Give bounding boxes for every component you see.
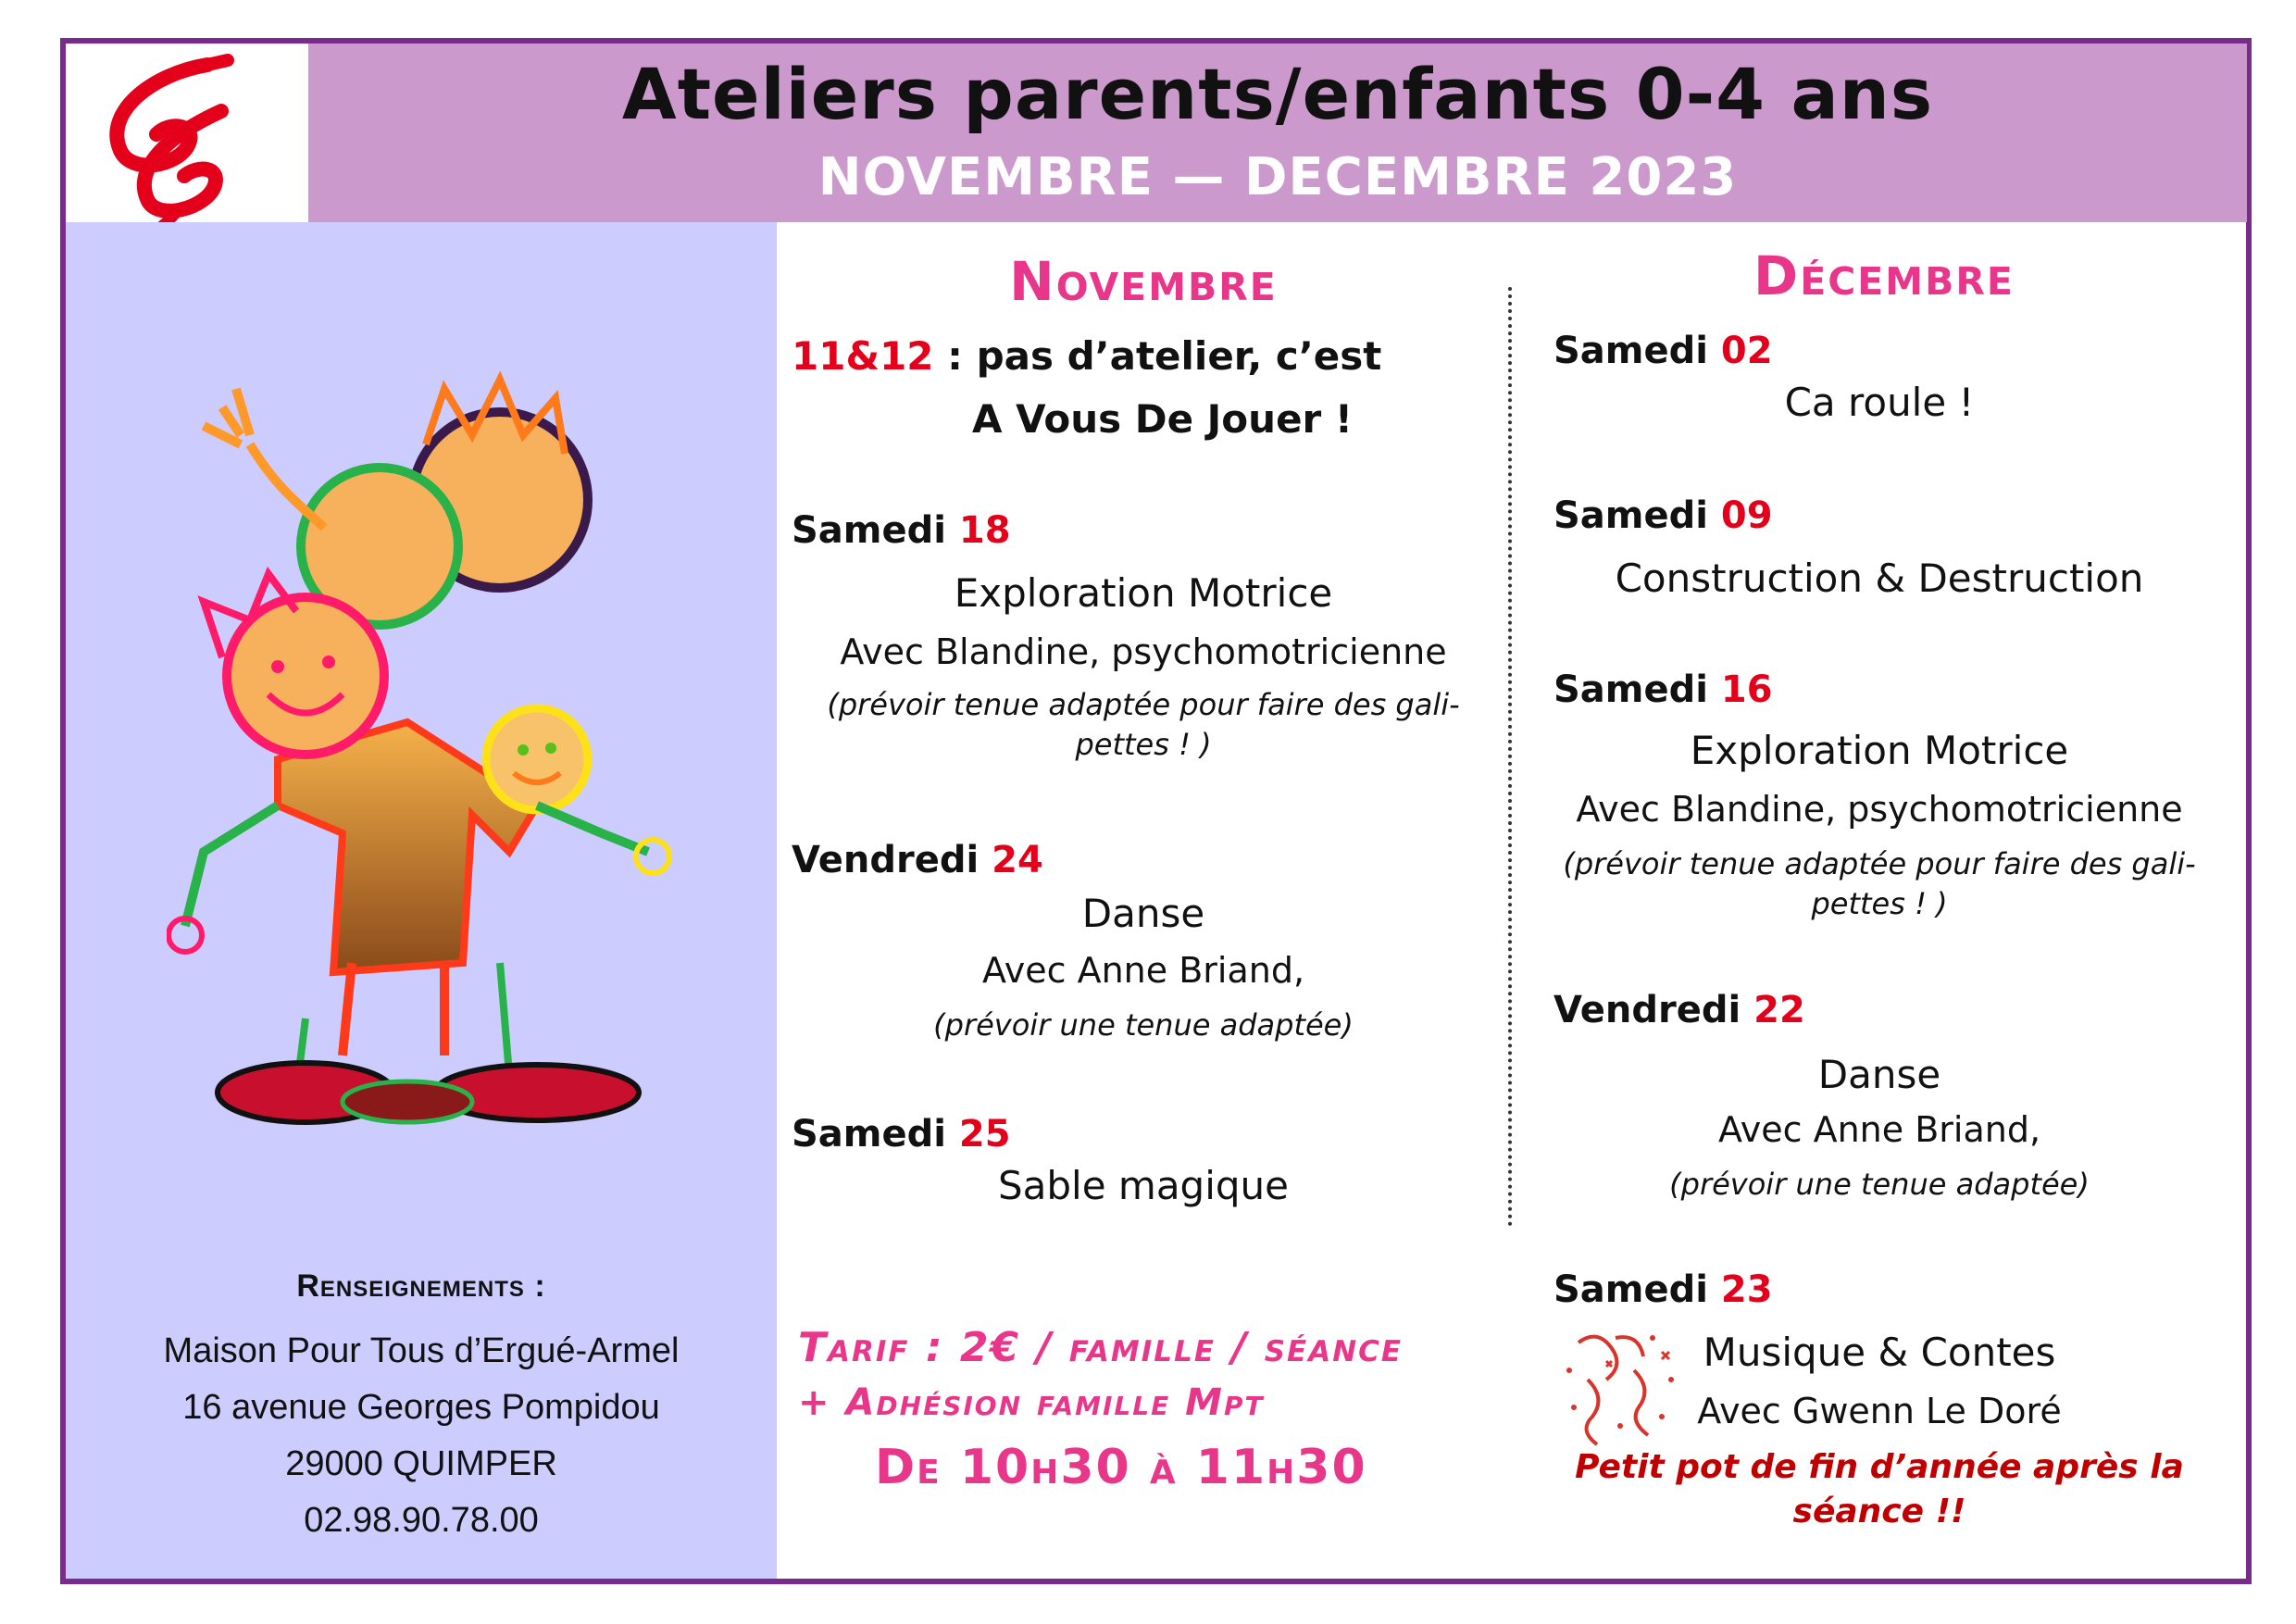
november-session-2-day: Vendredi [792, 839, 980, 881]
contact-block [66, 1268, 777, 1549]
pricing-line2: + Adhésion famille Mpt [798, 1381, 1265, 1424]
december-session-4-note1: (prévoir une tenue adaptée) [1669, 1167, 2090, 1202]
december-session-2-day: Samedi [1554, 494, 1708, 537]
december-session-1-num: 02 [1720, 330, 1773, 372]
contact-name: Maison Pour Tous d’Ergué-Armel [163, 1331, 680, 1370]
december-session-2-activity: Construction & Destruction [1615, 556, 2144, 601]
december-session-1-day: Samedi [1554, 330, 1708, 372]
november-session-1-note1: (prévoir tenue adaptée pour faire des gali- [827, 687, 1460, 722]
contact-heading: Renseignements : [296, 1268, 546, 1304]
november-intro-line1 [792, 333, 1381, 379]
contact-street: 16 avenue Georges Pompidou [182, 1388, 660, 1427]
column-divider [1508, 287, 1512, 1227]
december-session-3-note2: pettes ! ) [1811, 886, 1948, 921]
november-title: Novembre [1009, 250, 1278, 313]
pricing-line3: De 10h30 à 11h30 [875, 1440, 1367, 1495]
header-banner [308, 44, 2247, 222]
november-session-2-note1: (prévoir une tenue adaptée) [933, 1007, 1354, 1043]
november-session-1-activity: Exploration Motrice [954, 570, 1333, 616]
november-session-2-host: Avec Anne Briand, [981, 950, 1305, 991]
logo-mark [69, 46, 307, 250]
november-intro-dates: 11&12 [792, 333, 934, 379]
december-session-4-num: 22 [1753, 989, 1805, 1031]
december-session-4-day: Vendredi [1554, 989, 1741, 1031]
december-session-3-num: 16 [1720, 668, 1773, 711]
december-session-5-date [1554, 1268, 1773, 1311]
december-session-5-activity: Musique & Contes [1703, 1330, 2056, 1375]
november-session-1-host: Avec Blandine, psychomotricienne [840, 631, 1447, 672]
november-session-3-date [792, 1113, 1011, 1156]
family-illustration [167, 370, 685, 1130]
december-session-5-note2: séance !! [1792, 1493, 1966, 1530]
december-session-3-date [1554, 668, 1773, 711]
december-title: Décembre [1753, 244, 2015, 307]
december-session-3-activity: Exploration Motrice [1690, 728, 2069, 773]
november-session-3-day: Samedi [792, 1113, 946, 1156]
november-session-1-date [792, 509, 1011, 552]
november-intro-line2: A Vous De Jouer ! [972, 396, 1354, 442]
november-session-3-activity: Sable magique [997, 1163, 1289, 1208]
november-session-1-num: 18 [958, 509, 1011, 552]
december-session-4-host: Avec Anne Briand, [1717, 1109, 2041, 1150]
page-subtitle: NOVEMBRE — DECEMBRE 2023 [817, 147, 1738, 207]
december-session-5-note1: Petit pot de fin d’année après la [1575, 1448, 2184, 1486]
december-session-4-activity: Danse [1817, 1052, 1941, 1097]
december-session-3-day: Samedi [1554, 668, 1708, 711]
november-session-3-num: 25 [958, 1113, 1011, 1156]
november-session-2-num: 24 [992, 839, 1043, 881]
december-session-3-host: Avec Blandine, psychomotricienne [1576, 789, 2183, 830]
contact-phone: 02.98.90.78.00 [304, 1501, 539, 1540]
december-session-1-activity: Ca roule ! [1784, 380, 1975, 425]
december-session-4-date [1554, 989, 1805, 1031]
december-session-5-day: Samedi [1554, 1268, 1708, 1311]
pricing-line1: Tarif : 2€ / famille / séance [798, 1324, 1404, 1371]
november-intro-text: : pas d’atelier, c’est [933, 333, 1382, 379]
december-session-2-num: 09 [1720, 494, 1773, 537]
december-session-1-date [1554, 330, 1773, 372]
november-session-1-day: Samedi [792, 509, 946, 552]
november-session-2-activity: Danse [1081, 891, 1205, 936]
december-session-5-num: 23 [1720, 1268, 1773, 1311]
page-title: Ateliers parents/enfants 0-4 ans [621, 53, 1934, 135]
contact-city: 29000 QUIMPER [285, 1444, 557, 1483]
november-session-1-note2: pettes ! ) [1075, 727, 1212, 762]
december-session-5-host: Avec Gwenn Le Doré [1697, 1391, 2062, 1431]
december-session-3-note1: (prévoir tenue adaptée pour faire des gali- [1563, 846, 2196, 881]
december-session-2-date [1554, 494, 1773, 537]
november-session-2-date [792, 839, 1043, 881]
